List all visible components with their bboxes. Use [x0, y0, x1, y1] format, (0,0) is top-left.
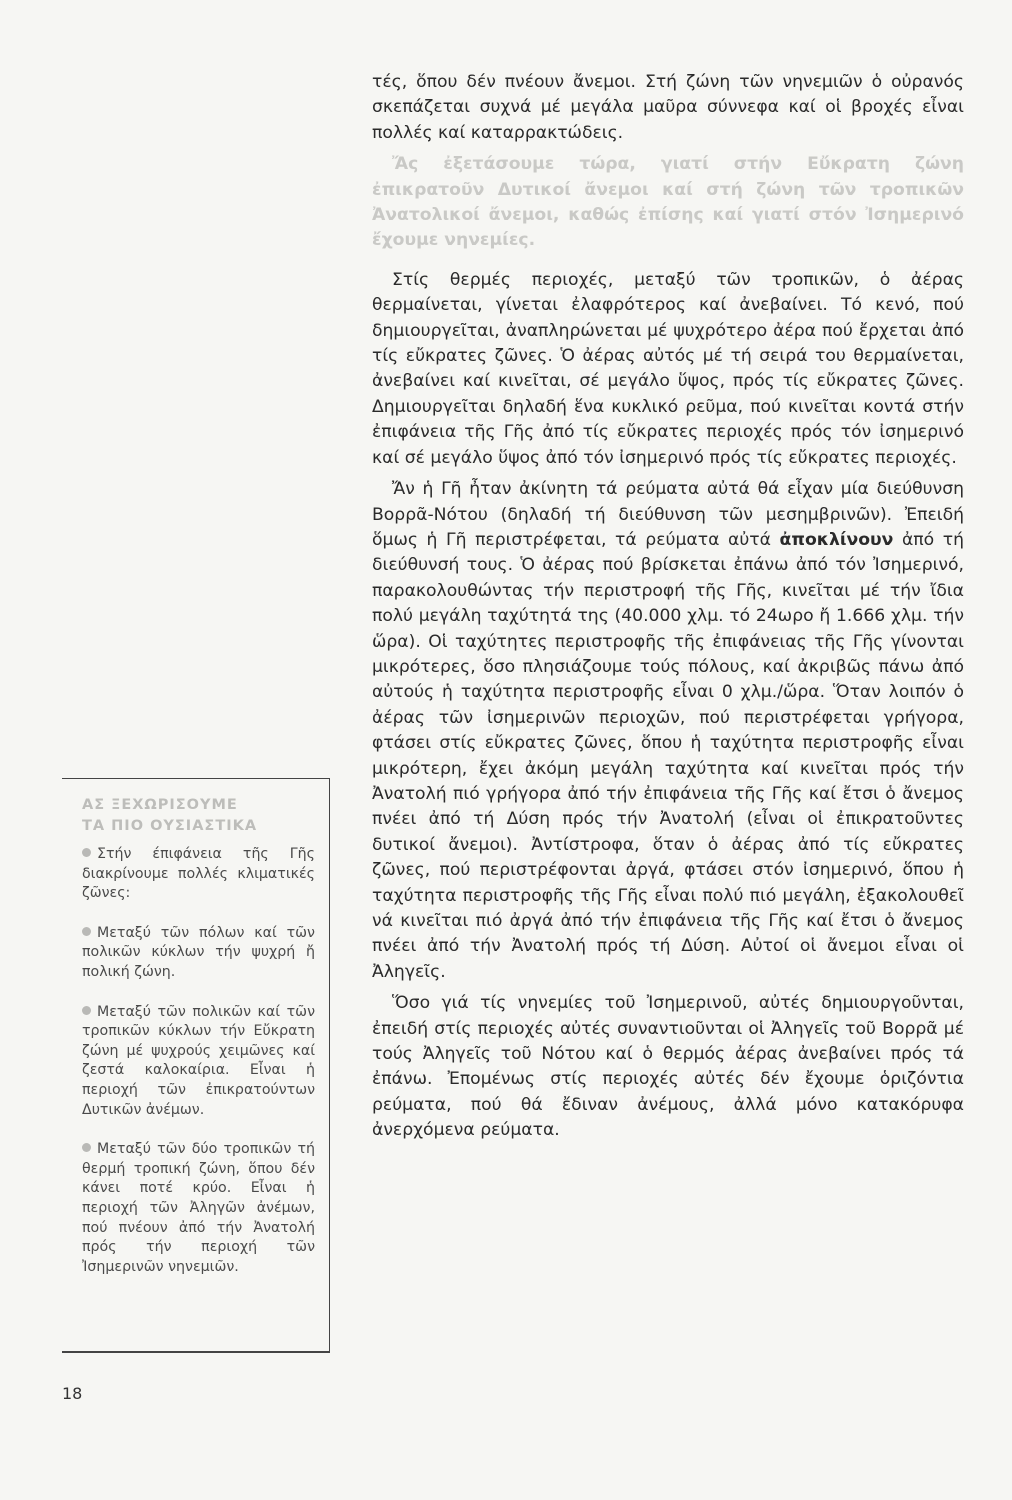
- bullet-icon: [82, 1006, 91, 1015]
- main-text-column: [372, 70, 964, 1150]
- paragraph-3-end: ἀπό τή διεύθυνσή τους. Ὁ ἀέρας πού βρίσκεται ἐπάνω ἀπό τόν Ἰσημερινό, παρακολουθώντας τήν περιστροφή τῆς Γῆς, κινεῖται μέ τήν ἴδια πολύ μεγάλη ταχύτητά της (40.000 χλμ. τό 24ωρο ἤ 1.666 χλμ. τήν ὥρα). Οἱ ταχύτητες περιστροφῆς τῆς ἐπιφάνειας τῆς Γῆς γίνονται μικρότερες, ὅσο πλησιάζουμε τούς πόλους, καί ἀκριβῶς πάνω ἀπό αὐτούς ἡ ταχύτητα περιστροφῆς εἶναι 0 χλμ./ὥρα. Ὅταν λοιπόν ὁ ἀέρας τῶν ἰσημερινῶν περιοχῶν, πού περιστρέφεται γρήγορα, φτάσει στίς εὔκρατες ζῶνες, ὅπου ἡ ταχύτητα περιστροφῆς εἶναι μικρότερη, ἔχει ἀκόμη μεγάλη ταχύτητα καί κινεῖται πρός τήν Ἀνατολή πιό γρήγορα ἀπό τήν ἐπιφάνεια τῆς Γῆς καί ἔτσι ὁ ἄνεμος πνέει ἀπό τή Δύση πρός τήν Ἀνατολή (εἶναι οἱ ἐπικρατοῦντες δυτικοί ἄνεμοι). Ἀντίστροφα, ὅταν ὁ ἀέρας ἀπό τίς εὔκρατες ζῶνες, πού περιστρέφονται ἀργά, φτάσει στόν ἰσημερινό, ὅπου ἡ ταχύτητα περιστροφῆς τῆς Γῆς εἶναι πολύ πιό μεγάλη, ἐξακολουθεῖ νά κινεῖται πιό ἀργά ἀπό τήν ἐπιφάνεια τῆς Γῆς καί ἔτσι ὁ ἄνεμος πνέει ἀπό τήν Ἀνατολή πρός τή Δύση. Αὐτοί οἱ ἄνεμοι εἶναι οἱ Ἀληγεῖς.: [372, 529, 964, 982]
- summary-item-text: Μεταξύ τῶν πόλων καί τῶν πολικῶν κύκλων τήν ψυχρή ἤ πολική ζώνη.: [82, 924, 315, 980]
- summary-item-text: Μεταξύ τῶν δύο τροπικῶν τή θερμή τροπική ζώνη, ὅπου δέν κάνει ποτέ κρύο. Εἶναι ἡ περιοχή τῶν Ἀληγῶν ἀνέμων, πού πνέουν ἀπό τήν Ἀνατολή πρός τήν περιοχή τῶν Ἰσημερινῶν νηνεμιῶν.: [82, 1141, 315, 1275]
- paragraph-1: τές, ὅπου δέν πνέουν ἄνεμοι. Στή ζώνη τῶν νηνεμιῶν ὁ οὐρανός σκεπάζεται συχνά μέ μεγάλα μαῦρα σύννεφα καί οἱ βροχές εἶναι πολλές καί καταρρακτώδεις.: [372, 72, 964, 143]
- paragraph-3: [372, 477, 964, 985]
- summary-title-line-2: ΤΑ ΠΙΟ ΟΥΣΙΑΣΤΙΚΑ: [82, 818, 258, 834]
- summary-item-text: Μεταξύ τῶν πολικῶν καί τῶν τροπικῶν κύκλων τήν Εὔκρατη ζώνη μέ ψυχρούς χειμῶνες καί ζεστά καλοκαίρια. Εἶναι ἡ περιοχή τῶν ἐπικρατούντων Δυτικῶν ἀνέμων.: [82, 1003, 315, 1118]
- bullet-icon: [82, 848, 91, 857]
- summary-item-text: Στήν έπιφάνεια τῆς Γῆς διακρίνουμε πολλές κλιματικές ζῶνες:: [82, 846, 315, 902]
- paragraph-4: Ὅσο γιά τίς νηνεμίες τοῦ Ἰσημερινοῦ, αὐτές δημιουργοῦνται, ἐπειδή στίς περιοχές αὐτές συναντιοῦνται οἱ Ἀληγεῖς τοῦ Βορρᾶ μέ τούς Ἀληγεῖς τοῦ Νότου καί ὁ θερμός ἀέρας ἀνεβαίνει πρός τά ἐπάνω. Ἐπομένως στίς περιοχές αὐτές δέν ἔχουμε ὁριζόντια ρεύματα, πού θά ἔδιναν ἀνέμους, ἀλλά μόνο κατακόρυφα ἀνερχόμενα ρεύματα.: [372, 993, 964, 1141]
- bullet-icon: [82, 1143, 91, 1152]
- paragraph-3-start: Ἄν ἡ Γῆ ἦταν ἀκίνητη τά ρεύματα αὐτά θά εἶχαν μία διεύθυνση Βορρᾶ-Νότου (δηλαδή τή διεύθυνση τῶν μεσημβρινῶν). Ἐπειδή ὅμως ἡ Γῆ περιστρέφεται, τά ρεύματα αὐτά: [372, 479, 964, 550]
- summary-item: [82, 1140, 315, 1277]
- bullet-icon: [82, 927, 91, 936]
- bold-term: ἀποκλίνουν: [779, 529, 894, 550]
- page-number: 18: [62, 1384, 83, 1403]
- summary-box: [62, 778, 330, 1353]
- highlight-question: Ἄς ἐξετάσουμε τώρα, γιατί στήν Εὔκρατη ζώνη ἐπικρατοῦν Δυτικοί ἄνεμοι καί στή ζώνη τῶν τροπικῶν Ἀνατολικοί ἄνεμοι, καθώς ἐπίσης καί γιατί στόν Ἰσημερινό ἔχουμε νηνεμίες.: [372, 154, 964, 251]
- paragraph-2: Στίς θερμές περιοχές, μεταξύ τῶν τροπικῶν, ὁ ἀέρας θερμαίνεται, γίνεται ἐλαφρότερος καί ἀνεβαίνει. Τό κενό, πού δημιουργεῖται, ἀναπληρώνεται μέ ψυχρότερο ἀέρα πού ἔρχεται ἀπό τίς εὔκρατες ζῶνες. Ὁ ἀέρας αὐτός μέ τή σειρά του θερμαίνεται, ἀνεβαίνει καί κινεῖται, σέ μεγάλο ὕψος, πρός τίς εὔκρατες ζῶνες. Δημιουργεῖται δηλαδή ἕνα κυκλικό ρεῦμα, πού κινεῖται κοντά στήν ἐπιφάνεια τῆς Γῆς ἀπό τίς εὔκρατες περιοχές πρός τόν ἰσημερινό καί σέ μεγάλο ὕψος ἀπό τόν ἰσημερινό πρός τίς εὔκρατες περιοχές.: [372, 269, 964, 468]
- summary-box-title: [82, 795, 315, 837]
- summary-item: [82, 1003, 315, 1121]
- summary-item: [82, 845, 315, 904]
- summary-item: [82, 924, 315, 983]
- summary-title-line-1: ΑΣ ΞΕΧΩΡΙΣΟΥΜΕ: [82, 797, 238, 813]
